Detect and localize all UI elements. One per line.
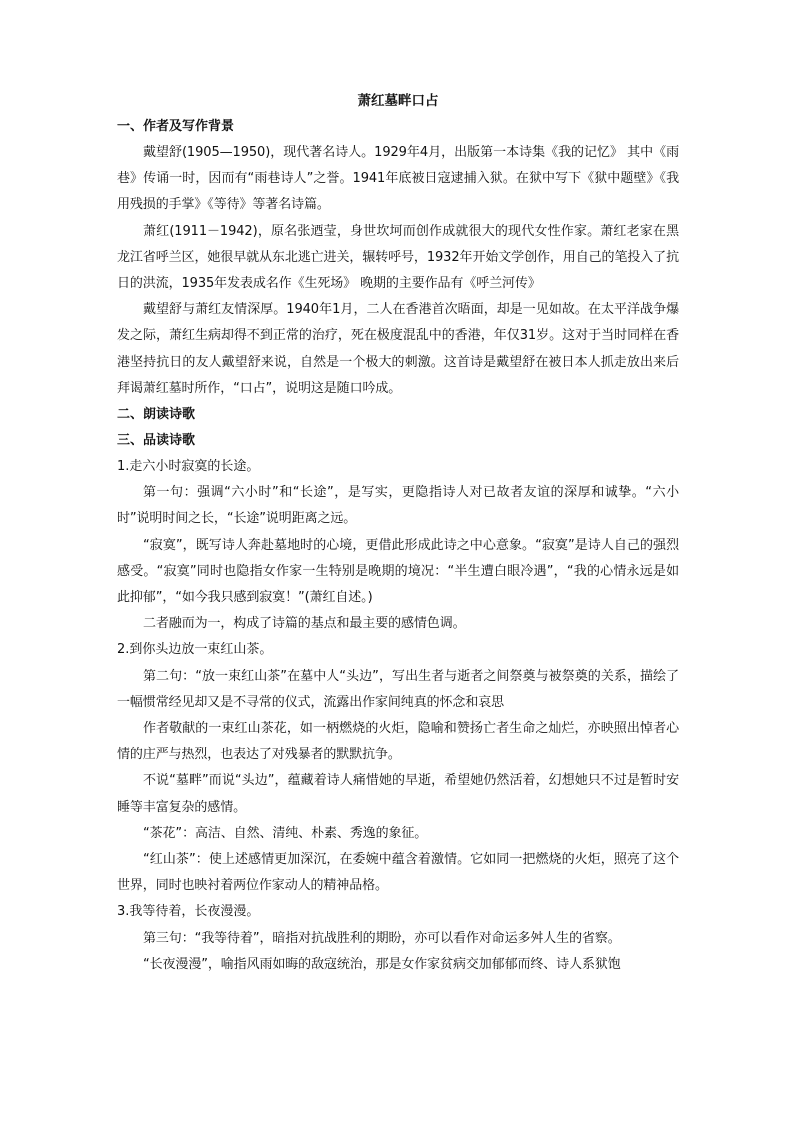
section-heading-analyze-poem: 三、品读诗歌 [117,433,196,449]
analysis-line-1-paragraph: 第一句：强调“六小时”和“长途”，是写实，更隐指诗人对已故者友谊的深厚和诚挚。“六小时”说明时间之长，“长途”说明距离之远。 [117,485,679,527]
paragraph-friendship-background: 戴望舒与萧红友情深厚。1940年1月，二人在香港首次晤面，却是一见如故。在太平洋战争爆发之际，萧红生病却得不到正常的治疗，死在极度混乱中的香港，年仅31岁。这对于当时同样在香港坚持抗日的友人戴望舒来说，自然是一个极大的刺激。这首诗是戴望舒在被日本人抓走放出来后拜谒萧红墓时所作，“口占”，说明这是随口吟成。 [117,302,679,396]
analysis-line-2-paragraph: “红山茶”：使上述感情更加深沉，在委婉中蕴含着激情。它如同一把燃烧的火炬，照亮了这个世界，同时也映衬着两位作家动人的精神品格。 [117,852,679,894]
analysis-line-2-paragraph: 第二句：“放一束红山茶”在墓中人“头边”，写出生者与逝者之间祭奠与被祭奠的关系，描绘了一幅惯常经见却又是不寻常的仪式，流露出作家间纯真的怀念和哀思 [117,668,679,710]
section-heading-recite-poem: 二、朗读诗歌 [117,407,196,423]
analysis-line-1-paragraph: “寂寞”，既写诗人奔赴墓地时的心境，更借此形成此诗之中心意象。“寂寞”是诗人自己的强烈感受。“寂寞”同时也隐指女作家一生特别是晚期的境况：“半生遭白眼冷遇”，“我的心情永远是如此抑郁”，“如今我只感到寂寞！”(萧红自述。) [117,537,679,606]
analysis-line-2-paragraph: 作者敬献的一束红山茶花，如一柄燃烧的火炬，隐喻和赞扬亡者生命之灿烂，亦映照出悼者心情的庄严与热烈，也表达了对残暴者的默默抗争。 [117,721,679,763]
section-heading-author-background: 一、作者及写作背景 [117,119,235,134]
analysis-line-2-paragraph: 不说“墓畔”而说“头边”，蕴藏着诗人痛惜她的早逝，希望她仍然活着，幻想她只不过是暂时安睡等丰富复杂的感情。 [117,773,679,815]
analysis-line-1-paragraph: 二者融而为一，构成了诗篇的基点和最主要的感情色调。 [143,616,466,632]
paragraph-dai-wangshu-bio: 戴望舒(1905—1950)，现代著名诗人。1929年4月，出版第一本诗集《我的记忆》 其中《雨巷》传诵一时，因而有“雨巷诗人”之誉。1941年底被日寇逮捕入狱。在狱中写下《狱中题壁》《我用残损的手掌》《等待》等著名诗篇。 [117,145,679,213]
paragraph-xiao-hong-bio: 萧红(1911－1942)，原名张迺莹，身世坎坷而创作成就很大的现代女性作家。萧红老家在黑龙江省呼兰区，她很早就从东北逃亡进关，辗转呼号，1932年开始文学创作，用自己的笔投入了抗日的洪流，1935年发表成名作《生死场》 晚期的主要作品有《呼兰河传》 [117,223,679,292]
document-title: 萧红墓畔口占 [357,93,439,109]
document-page [117,88,679,978]
poem-line-1: 1.走六小时寂寞的长途。 [117,459,260,475]
analysis-line-3-paragraph: “长夜漫漫”，喻指风雨如晦的敌寇统治，那是女作家贫病交加郁郁而终、诗人系狱饱 [143,956,621,972]
poem-line-3: 3.我等待着，长夜漫漫。 [117,904,260,920]
analysis-line-2-paragraph: “茶花”：高洁、自然、清纯、朴素、秀逸的象征。 [143,825,428,841]
poem-line-2: 2.到你头边放一束红山茶。 [117,642,273,658]
analysis-line-3-paragraph: 第三句：“我等待着”，暗指对抗战胜利的期盼，亦可以看作对命运多舛人生的省察。 [143,930,621,946]
